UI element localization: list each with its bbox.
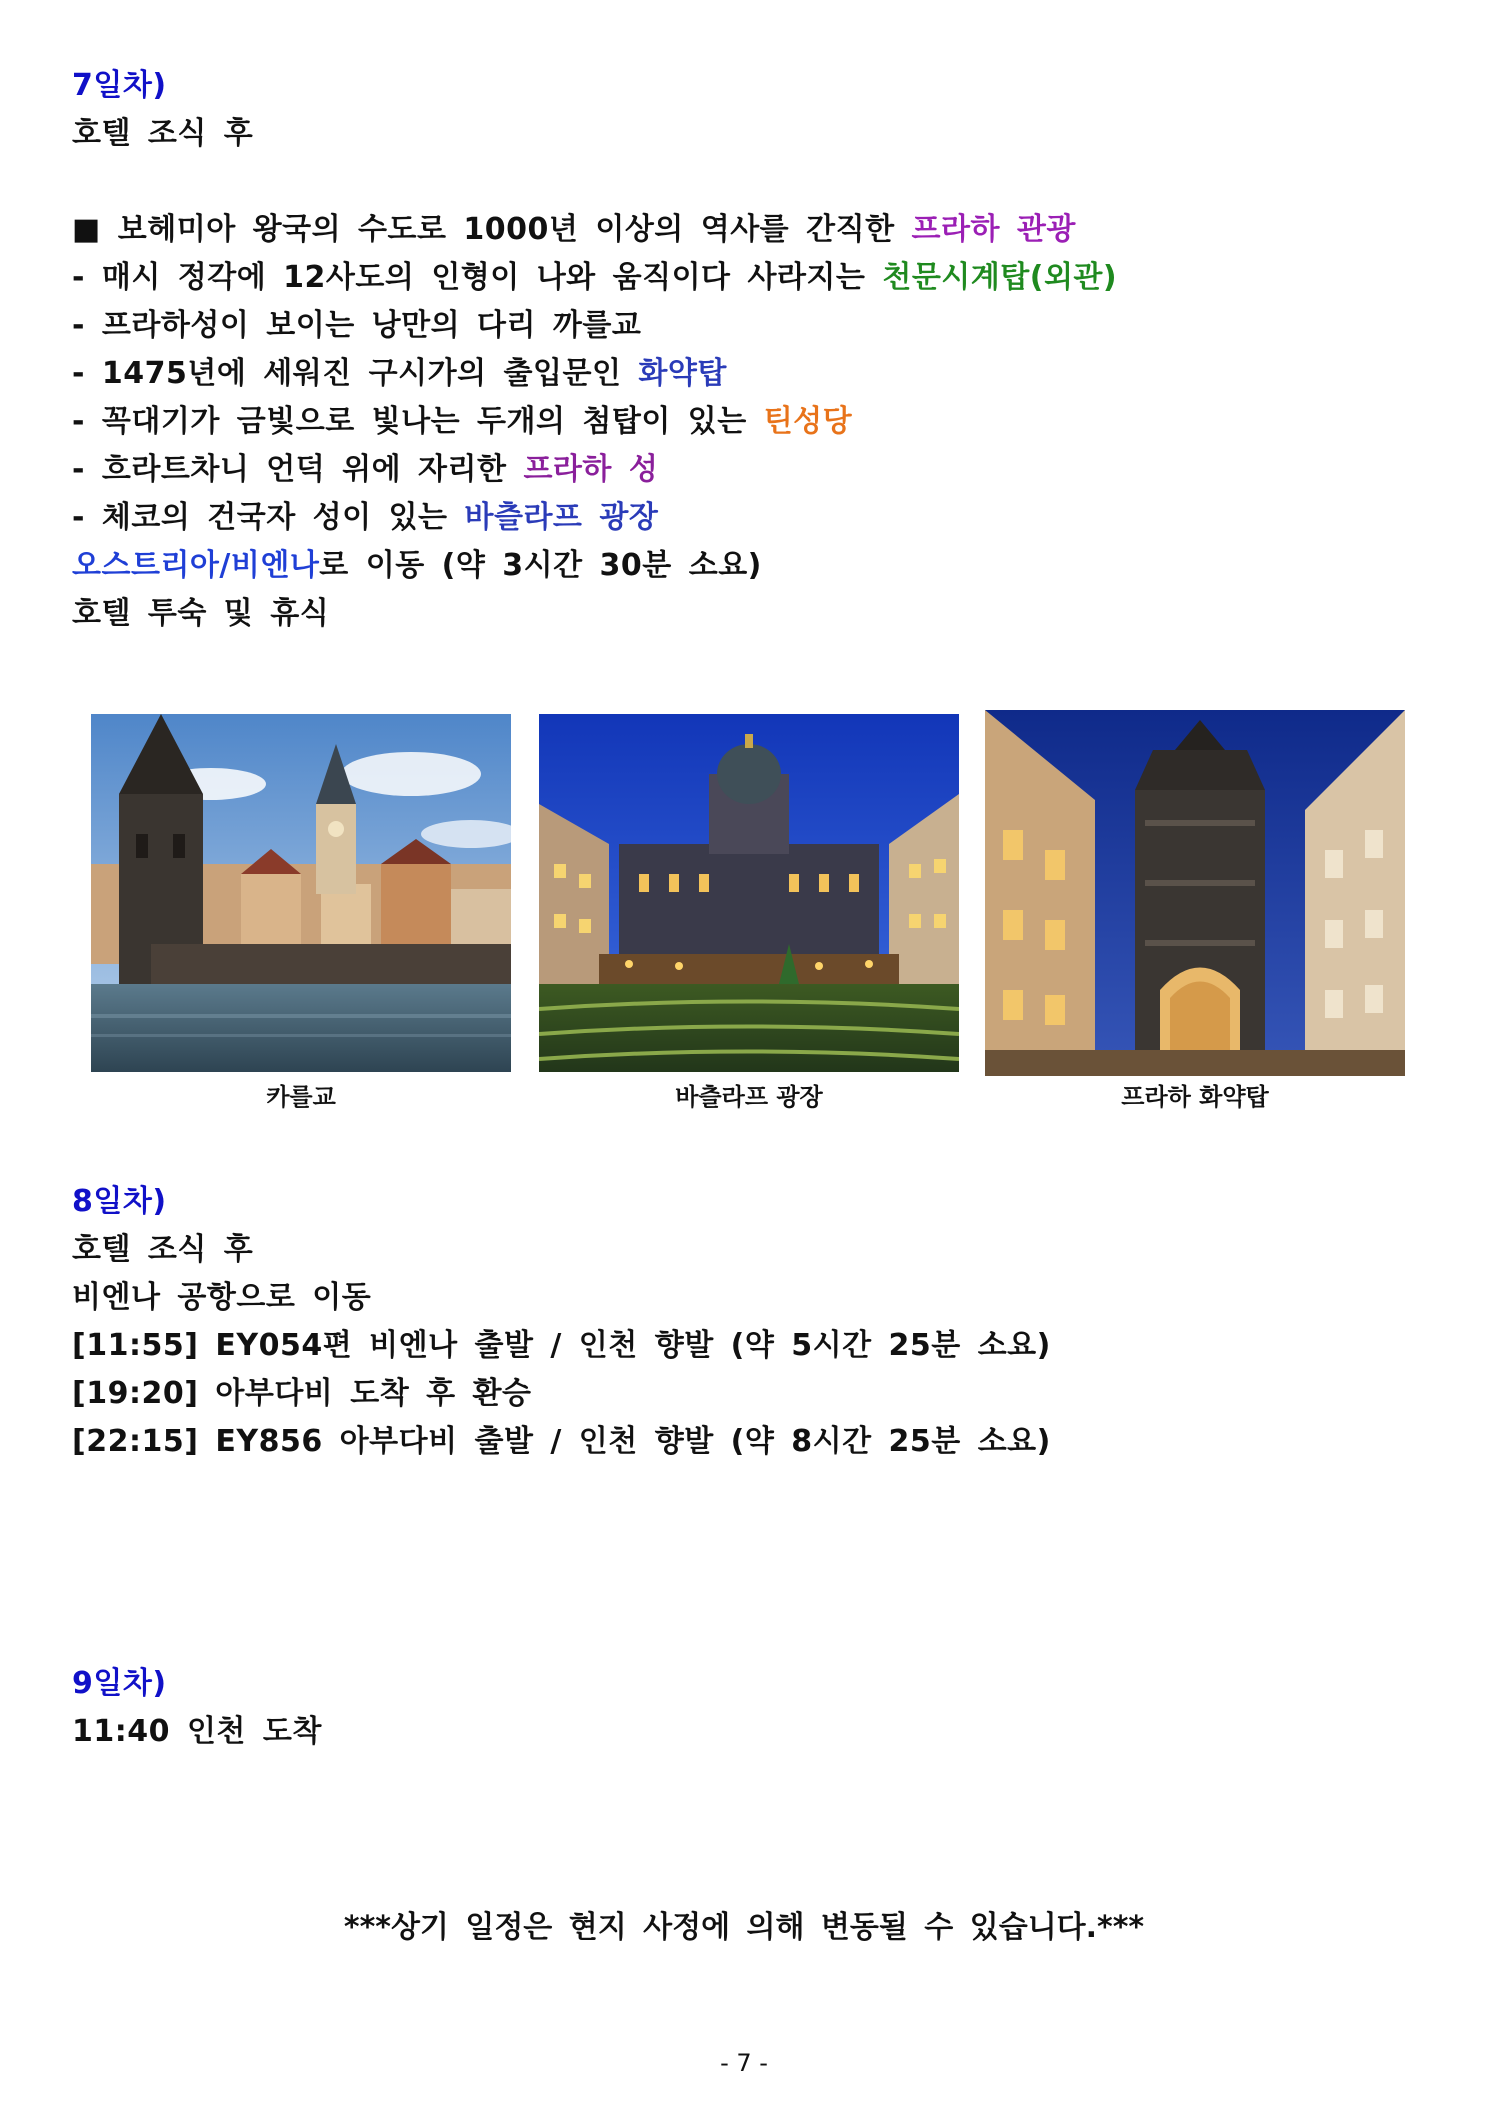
day8-line-3: [11:55] EY054편 비엔나 출발 / 인천 향발 (약 5시간 25분 소요) xyxy=(72,1328,1051,1363)
day9-line-1: 11:40 인천 도착 xyxy=(72,1714,322,1749)
day7-item-1 xyxy=(72,258,1117,298)
day7-title: 7일차) xyxy=(72,68,167,103)
day7-item-6-highlight: 바츨라프 광장 xyxy=(464,500,659,535)
day8-line-4: [19:20] 아부다비 도착 후 환승 xyxy=(72,1376,532,1411)
day7-intro xyxy=(72,210,1076,250)
day7-item-1-text: - 매시 정각에 12사도의 인형이 나와 움직이다 사라지는 xyxy=(72,260,883,295)
wenceslas-square-photo xyxy=(539,714,959,1072)
day7-item-6-text: - 체코의 건국자 성이 있는 xyxy=(72,500,465,535)
page-number: - 7 - xyxy=(720,2049,768,2077)
day7-item-3 xyxy=(72,354,727,394)
day8-line-2: 비엔나 공항으로 이동 xyxy=(72,1280,372,1315)
day7-item-5-highlight: 프라하 성 xyxy=(523,452,659,487)
day8-line-1: 호텔 조식 후 xyxy=(72,1232,254,1267)
day8-title: 8일차) xyxy=(72,1184,167,1219)
day7-item-4-text: - 꼭대기가 금빛으로 빛나는 두개의 첨탑이 있는 xyxy=(72,404,764,439)
day7-item-6 xyxy=(72,498,658,538)
day7-intro-highlight: 프라하 관광 xyxy=(911,212,1076,247)
day9-title: 9일차) xyxy=(72,1666,167,1701)
day7-hotel: 호텔 투숙 및 휴식 xyxy=(72,596,330,631)
day7-item-1-highlight: 천문시계탑(외관) xyxy=(882,260,1118,295)
charles-bridge-photo xyxy=(91,714,511,1072)
photo-caption-2: 바츨라프 광장 xyxy=(675,1083,823,1111)
day7-intro-text: ■ 보헤미아 왕국의 수도로 1000년 이상의 역사를 간직한 xyxy=(72,212,912,247)
day7-move-highlight: 오스트리아/비엔나 xyxy=(72,548,320,583)
powder-tower-photo xyxy=(985,710,1405,1076)
schedule-notice: ***상기 일정은 현지 사정에 의해 변동될 수 있습니다.*** xyxy=(343,1910,1145,1945)
photo-caption-3: 프라하 화약탑 xyxy=(1121,1083,1269,1111)
day7-item-3-highlight: 화약탑 xyxy=(638,356,727,391)
day7-item-2: - 프라하성이 보이는 낭만의 다리 까를교 xyxy=(72,308,642,343)
day7-item-3-text: - 1475년에 세워진 구시가의 출입문인 xyxy=(72,356,639,391)
day7-move-text: 로 이동 (약 3시간 30분 소요) xyxy=(319,548,762,583)
photo-caption-1: 카를교 xyxy=(266,1083,336,1111)
day8-line-5: [22:15] EY856 아부다비 출발 / 인천 향발 (약 8시간 25분 소요) xyxy=(72,1424,1051,1459)
day7-item-4-highlight: 틴성당 xyxy=(763,404,853,439)
day7-move xyxy=(72,546,762,586)
day7-item-5-text: - 흐라트차니 언덕 위에 자리한 xyxy=(72,452,524,487)
day7-breakfast: 호텔 조식 후 xyxy=(72,116,254,151)
day7-item-4 xyxy=(72,402,852,442)
day7-item-5 xyxy=(72,450,658,490)
